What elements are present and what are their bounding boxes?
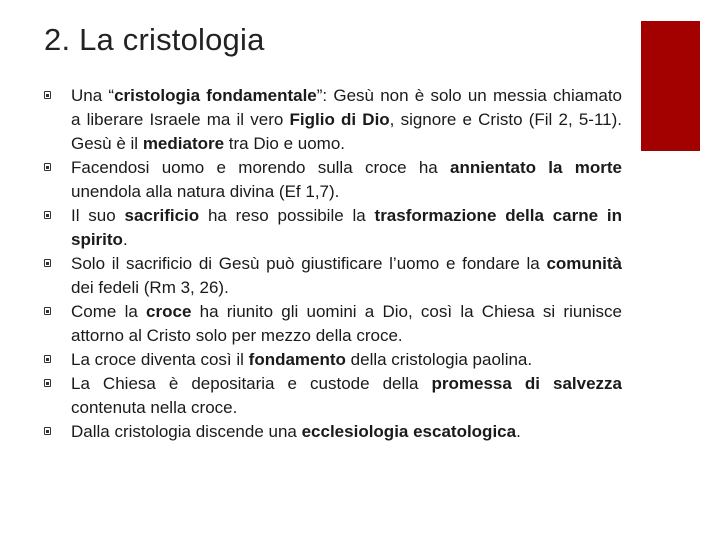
bullet-item — [44, 348, 622, 372]
bullet-text: La croce diventa così il — [71, 350, 249, 369]
bullet-text: Il suo — [71, 206, 125, 225]
bullet-text: Facendosi uomo e morendo sulla croce ha — [71, 158, 451, 177]
bullet-text: Dalla cristologia discende una — [71, 422, 302, 441]
bullet-text: Solo il sacrificio di Gesù può giustificare l’uomo e fondare la — [71, 254, 547, 273]
square-bullet-icon — [44, 163, 52, 173]
square-bullet-icon — [44, 307, 52, 317]
bullet-text-bold: mediatore — [142, 134, 225, 153]
bullet-text: ha reso possibile la — [199, 206, 375, 225]
bullet-text: tra Dio e uomo. — [224, 134, 346, 153]
bullet-text: . — [516, 422, 521, 441]
bullet-text: contenuta nella croce. — [71, 398, 238, 417]
square-bullet-icon — [44, 427, 52, 437]
slide-title: 2. La cristologia — [44, 22, 265, 57]
bullet-text: . — [122, 230, 128, 249]
bullet-text-bold: cristologia fondamentale — [114, 86, 317, 105]
bullet-item — [44, 420, 622, 444]
accent-block — [641, 21, 700, 151]
bullet-text: La Chiesa è depositaria e custode della — [71, 374, 432, 393]
bullet-text: Una “ — [71, 86, 115, 105]
bullet-text: dei fedeli (Rm 3, 26). — [71, 278, 229, 297]
bullet-text-bold: promessa di salvezza — [431, 374, 622, 393]
bullet-text-bold: comunità — [546, 254, 622, 273]
bullet-text: Come la — [71, 302, 147, 321]
bullet-list — [44, 84, 622, 444]
bullet-text-bold: fondamento — [248, 350, 346, 369]
bullet-text-bold: sacrificio — [124, 206, 200, 225]
bullet-text-bold: croce — [146, 302, 192, 321]
bullet-text: , signore e Cristo (Fil 2, 5-11). Gesù è il — [71, 110, 622, 153]
bullet-text-bold: annientato la morte — [450, 158, 622, 177]
square-bullet-icon — [44, 379, 52, 389]
bullet-item — [44, 300, 622, 348]
bullet-item — [44, 156, 622, 204]
square-bullet-icon — [44, 211, 52, 221]
bullet-text: unendola alla natura divina (Ef 1,7). — [71, 182, 340, 201]
bullet-text-bold: trasformazione della carne in spirito — [71, 206, 623, 249]
bullet-item — [44, 252, 622, 300]
square-bullet-icon — [44, 355, 52, 365]
bullet-item — [44, 84, 622, 156]
bullet-text-bold: ecclesiologia escatologica — [301, 422, 517, 441]
bullet-item — [44, 372, 622, 420]
bullet-text: della cristologia paolina. — [345, 350, 533, 369]
bullet-text: ”: Gesù non è solo un messia chiamato a liberare Israele ma il vero — [71, 86, 622, 129]
square-bullet-icon — [44, 259, 52, 269]
bullet-text-bold: Figlio di Dio — [289, 110, 390, 129]
bullet-item — [44, 204, 622, 252]
bullet-text: ha riunito gli uomini a Dio, così la Chiesa si riunisce attorno al Cristo solo per mezzo della croce. — [71, 302, 623, 345]
square-bullet-icon — [44, 91, 52, 101]
